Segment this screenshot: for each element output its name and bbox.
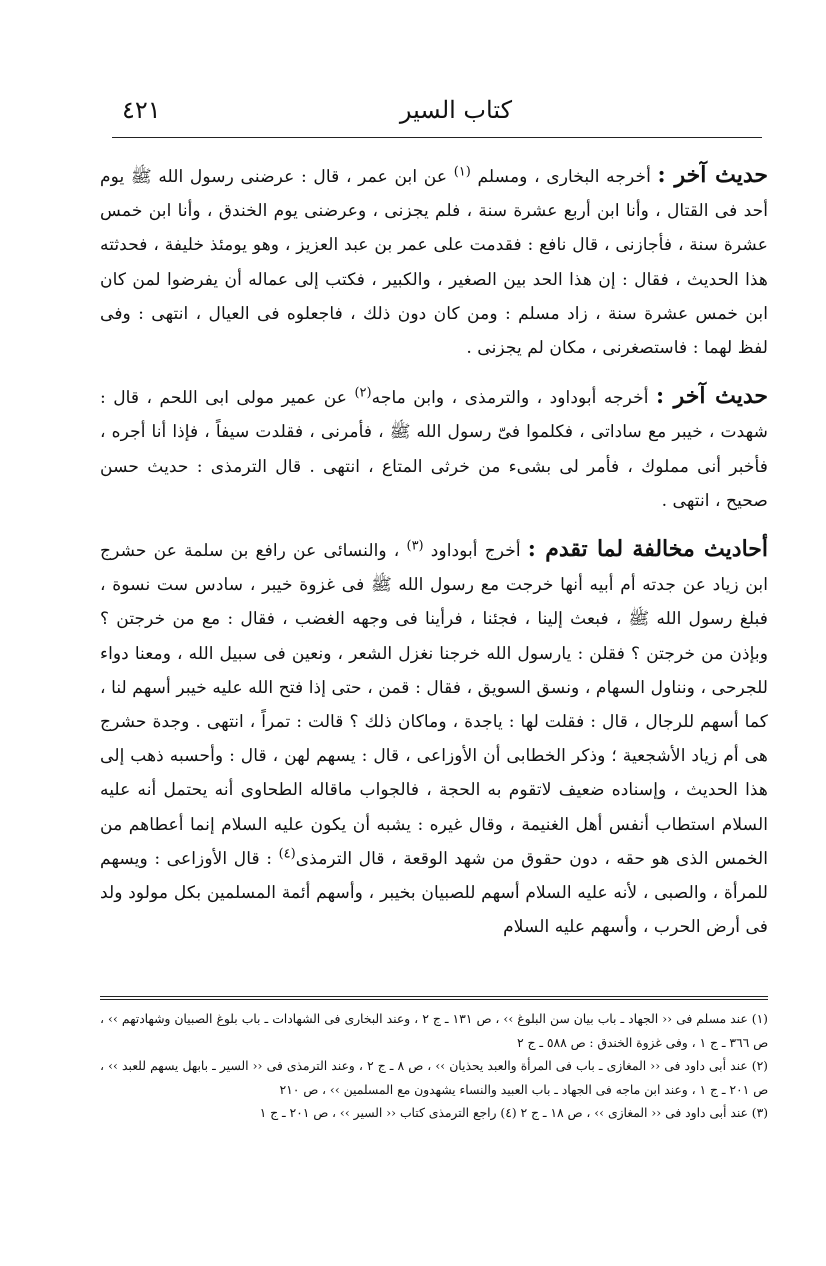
page-number: ٤٢١ [122,96,161,124]
footnote-2: (٢) عند أبى داود فى ‹‹ المغازى ـ باب فى المرأة والعبد يحذيان ›› ، ص ٨ ـ ج ٢ ، وعند الترمذى فى ‹‹ السير ـ بابهل يسهم للعبد ›› ، ص ٢٠١ ـ ج ١ ، وعند ابن ماجه فى الجهاد ـ باب العبيد والنساء يشهدون مع المسلمين ›› ، ص ٢١٠ [100,1059,768,1097]
paragraph-text: عن عمير مولى ابى اللحم ، قال : شهدت ، خيبر مع ساداتى ، فكلموا فىّ رسول الله ﷺ ، فأمرنى ، فقلدت سيفاً ، فإذا أنا أجره ، فأخبر أنى مملوك ، فأمر لى بشىء من خرثى المتاع ، انتهى . قال الترمذى : حديث حسن صحيح ، انتهى . [100,388,768,511]
section-heading: أحاديث مخالفة لما تقدم : [527,536,768,563]
footnote-marker: (٤) [278,846,296,862]
paragraph-text: أخرجه البخارى ، ومسلم [470,167,658,187]
page-header [112,92,762,138]
paragraph-text: عن ابن عمر ، قال : عرضنى رسول الله ﷺ يوم أحد فى القتال ، وأنا ابن أربع عشرة سنة ، فلم يجزنى ، وعرضنى يوم الخندق ، وأنا ابن خمس عشرة سنة ، فأجازنى ، قال نافع : فقدمت على عمر بن عبد العزيز ، وهو يومئذ خليفة ، فحدثته هذا الحديث ، فقال : إن هذا الحد بين الصغير ، والكبير ، فكتب إلى عماله أن يفرضوا لمن كان ابن خمس عشرة سنة ، زاد مسلم : ومن كان دون ذلك ، فاجعلوه فى العيال ، انتهى : وفى لفظ لهما : فاستصغرنى ، مكان لم يجزنى . [100,167,768,359]
paragraph-text: أخرجه أبوداود ، والترمذى ، وابن ماجه [371,388,656,409]
footnote-rule [100,999,768,1000]
section-heading: حديث آخر : [655,383,768,410]
section-heading: حديث آخر : [657,162,769,188]
paragraph-text: أخرج أبوداود [423,541,528,562]
footnote-marker: (١) [453,164,471,180]
footnote-marker: (٢) [354,385,372,401]
paragraph-contrary-hadiths [100,532,768,944]
paragraph-text: ، والنسائى عن رافع بن سلمة عن حشرج ابن زياد عن جدته أم أبيه أنها خرجت مع رسول الله ﷺ فى غزوة خيبر ، سادس ست نسوة ، فبلغ رسول الله ﷺ ، فبعث إلينا ، فجئنا ، فرأينا فى وجهه الغضب ، فقال : مع من خرجتن ؟ وبإذن من خرجتن ؟ فقلن : يارسول الله خرجنا نغزل الشعر ، ونعين فى سبيل الله ، ومعنا دواء للجرحى ، ونناول السهام ، ونسق السويق ، فقال : قمن ، حتى إذا فتح الله عليه خيبر أسهم لنا ، كما أسهم للرجال ، قال : فقلت لها : ياجدة ، وماكان ذلك ؟ قالت : تمراً ، انتهى . وجدة حشرج هى أم زياد الأشجعية ؛ وذكر الخطابى أن الأوزاعى ، قال : يسهم لهن ، قال : وأحسبه ذهب إلى هذا الحديث ، وإسناده ضعيف لاتقوم به الحجة ، فالجواب ماقاله الطحاوى أنه يحتمل أنه عليه السلام استطاب أنفس أهل الغنيمة ، وقال غيره : يشبه أن يكون عليه السلام إنما أعطاهم من الخمس الذى هو حقه ، دون حقوق من شهد الوقعة ، قال الترمذى [100,541,768,869]
header-rule [112,137,762,138]
paragraph-hadith-2 [100,379,768,518]
footnote-3-4: (٣) عند أبى داود فى ‹‹ المغازى ›› ، ص ١٨ ـ ج ٢ (٤) راجع الترمذى كتاب ‹‹ السير ›› ، ص ٢٠١ ـ ج ١ [259,1106,768,1120]
footnote-rule [100,996,768,997]
page-title: كتاب السير [399,96,512,124]
main-text [100,158,768,944]
paragraph-hadith-1 [100,158,768,365]
paragraph-text: : قال الأوزاعى : ويسهم للمرأة ، والصبى ، لأنه عليه السلام أسهم للصبيان بخيبر ، وأسهم أئمة المسلمين بكل مولود ولد فى أرض الحرب ، وأسهم عليه السلام [100,848,768,938]
footnote-1: (١) عند مسلم فى ‹‹ الجهاد ـ باب بيان سن البلوغ ›› ، ص ١٣١ ـ ج ٢ ، وعند البخارى فى الشهادات ـ باب بلوغ الصبيان وشهادتهم ›› ، ص ٣٦٦ ـ ج ١ ، وفى غزوة الخندق : ص ٥٨٨ ـ ج ٢ [100,1012,768,1050]
footnotes [100,996,768,1126]
footnote-marker: (٣) [406,538,424,554]
